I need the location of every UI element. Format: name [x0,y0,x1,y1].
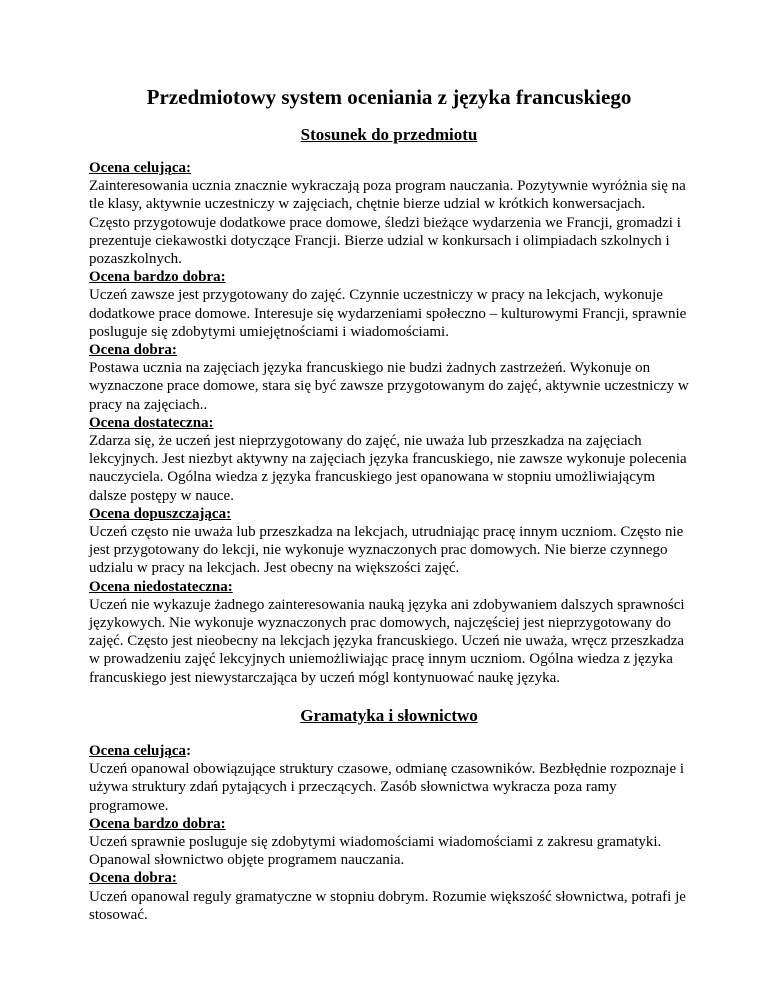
page-title: Przedmiotowy system oceniania z języka francuskiego [146,85,632,109]
grade-description: Uczeń zawsze jest przygotowany do zajęć. Czynnie uczestniczy w pracy na lekcjach, wykonuje dodatkowe prace domowe. Interesuje się wydarzeniami społeczno – kulturowymi Francji, sprawnie posluguje się zdobytymi umiejętnościami i wiadomościami. [89,287,687,340]
grade-label: Ocena niedostateczna: [89,578,233,595]
grade-description: Uczeń opanowal obowiązujące struktury czasowe, odmianę czasowników. Bezbłędnie rozpoznaje i używa struktury zdań pytających i przeczących. Zasób słownictwa wykracza poza ramy programowe. [89,761,685,814]
grade-label: Ocena dobra: [89,870,177,887]
section-heading-gramatyka: Gramatyka i słownictwo [300,705,478,725]
section-stosunek [89,159,689,687]
grade-description: Postawa ucznia na zajęciach języka francuskiego nie budzi żadnych zastrzeżeń. Wykonuje on wyznaczone prace domowe, stara się być zawsze przygotowanym do zajęć, aktywnie uczestniczy w pracy na zajęciach.. [89,360,689,413]
grade-entry [89,159,689,268]
grade-entry [89,815,689,870]
grade-label-text: Ocena celująca [89,742,187,759]
grade-label: Ocena celująca: [89,160,192,176]
grade-label: Ocena dostateczna: [89,414,214,431]
grade-label [89,742,689,760]
grade-label: Ocena dobra: [89,342,177,359]
section-gramatyka [89,742,689,924]
grade-description: Uczeń sprawnie posluguje się zdobytymi wiadomościami wiadomościami z zakresu gramatyki. Opanowal słownictwo objęte programem nauczania. [89,833,662,869]
grade-description: Zdarza się, że uczeń jest nieprzygotowany do zajęć, nie uważa lub przeszkadza na zajęciach lekcyjnych. Jest niezbyt aktywny na zajęciach języka francuskiego, nie zawsze wykonuje polecenia nauczyciela. Ogólna wiedza z języka francuskiego jest opanowana w stopniu umożliwiającym dalsze postępy w nauce. [89,433,687,504]
grade-description: Uczeń nie wykazuje żadnego zainteresowania nauką języka ani zdobywaniem dalszych sprawności językowych. Nie wykonuje wyznaczonych prac domowych, najczęściej jest nieprzygotowany do zajęć. Często jest nieobecny na lekcjach języka francuskiego. Uczeń nie uważa, wręcz przeszkadza w prowadzeniu zajęć lekcyjnych uniemożliwiając pracę innym uczniom. Ogólna wiedza z języka francuskiego jest niewystarczająca by uczeń mógl kontynuować naukę języka. [89,596,685,686]
grade-entry [89,268,689,341]
grade-entry [89,869,689,924]
grade-description: Uczeń opanowal reguly gramatyczne w stopniu dobrym. Rozumie większość słownictwa, potrafi je stosować. [89,888,686,923]
grade-description: Uczeń często nie uważa lub przeszkadza na lekcjach, utrudniając pracę innym uczniom. Często nie jest przygotowany do lekcji, nie wykonuje wyznaczonych prac domowych. Nie bierze czynnego udzialu w pracy na lekcjach. Jest obecny na większości zajęć. [89,524,684,577]
grade-label-colon: : [186,742,192,759]
grade-entry [89,742,689,815]
grade-label: Ocena dopuszczająca: [89,505,232,522]
section-heading-stosunek: Stosunek do przedmiotu [300,125,478,144]
grade-entry [89,414,689,505]
grade-entry [89,341,689,414]
document-page [89,84,689,924]
grade-entry [89,578,689,687]
grade-description: Zainteresowania ucznia znacznie wykraczają poza program nauczania. Pozytywnie wyróżnia się na tle klasy, aktywnie uczestniczy w zajęciach, chętnie bierze udzial w krótkich konwersacjach. Często przygotowuje dodatkowe prace domowe, śledzi bieżące wydarzenia we Francji, gromadzi i prezentuje ciekawostki dotyczące Francji. Bierze udzial w konkursach i olimpiadach szkolnych i pozaszkolnych. [89,178,686,268]
grade-entry [89,505,689,578]
grade-label: Ocena bardzo dobra: [89,269,226,286]
grade-label: Ocena bardzo dobra: [89,815,226,832]
